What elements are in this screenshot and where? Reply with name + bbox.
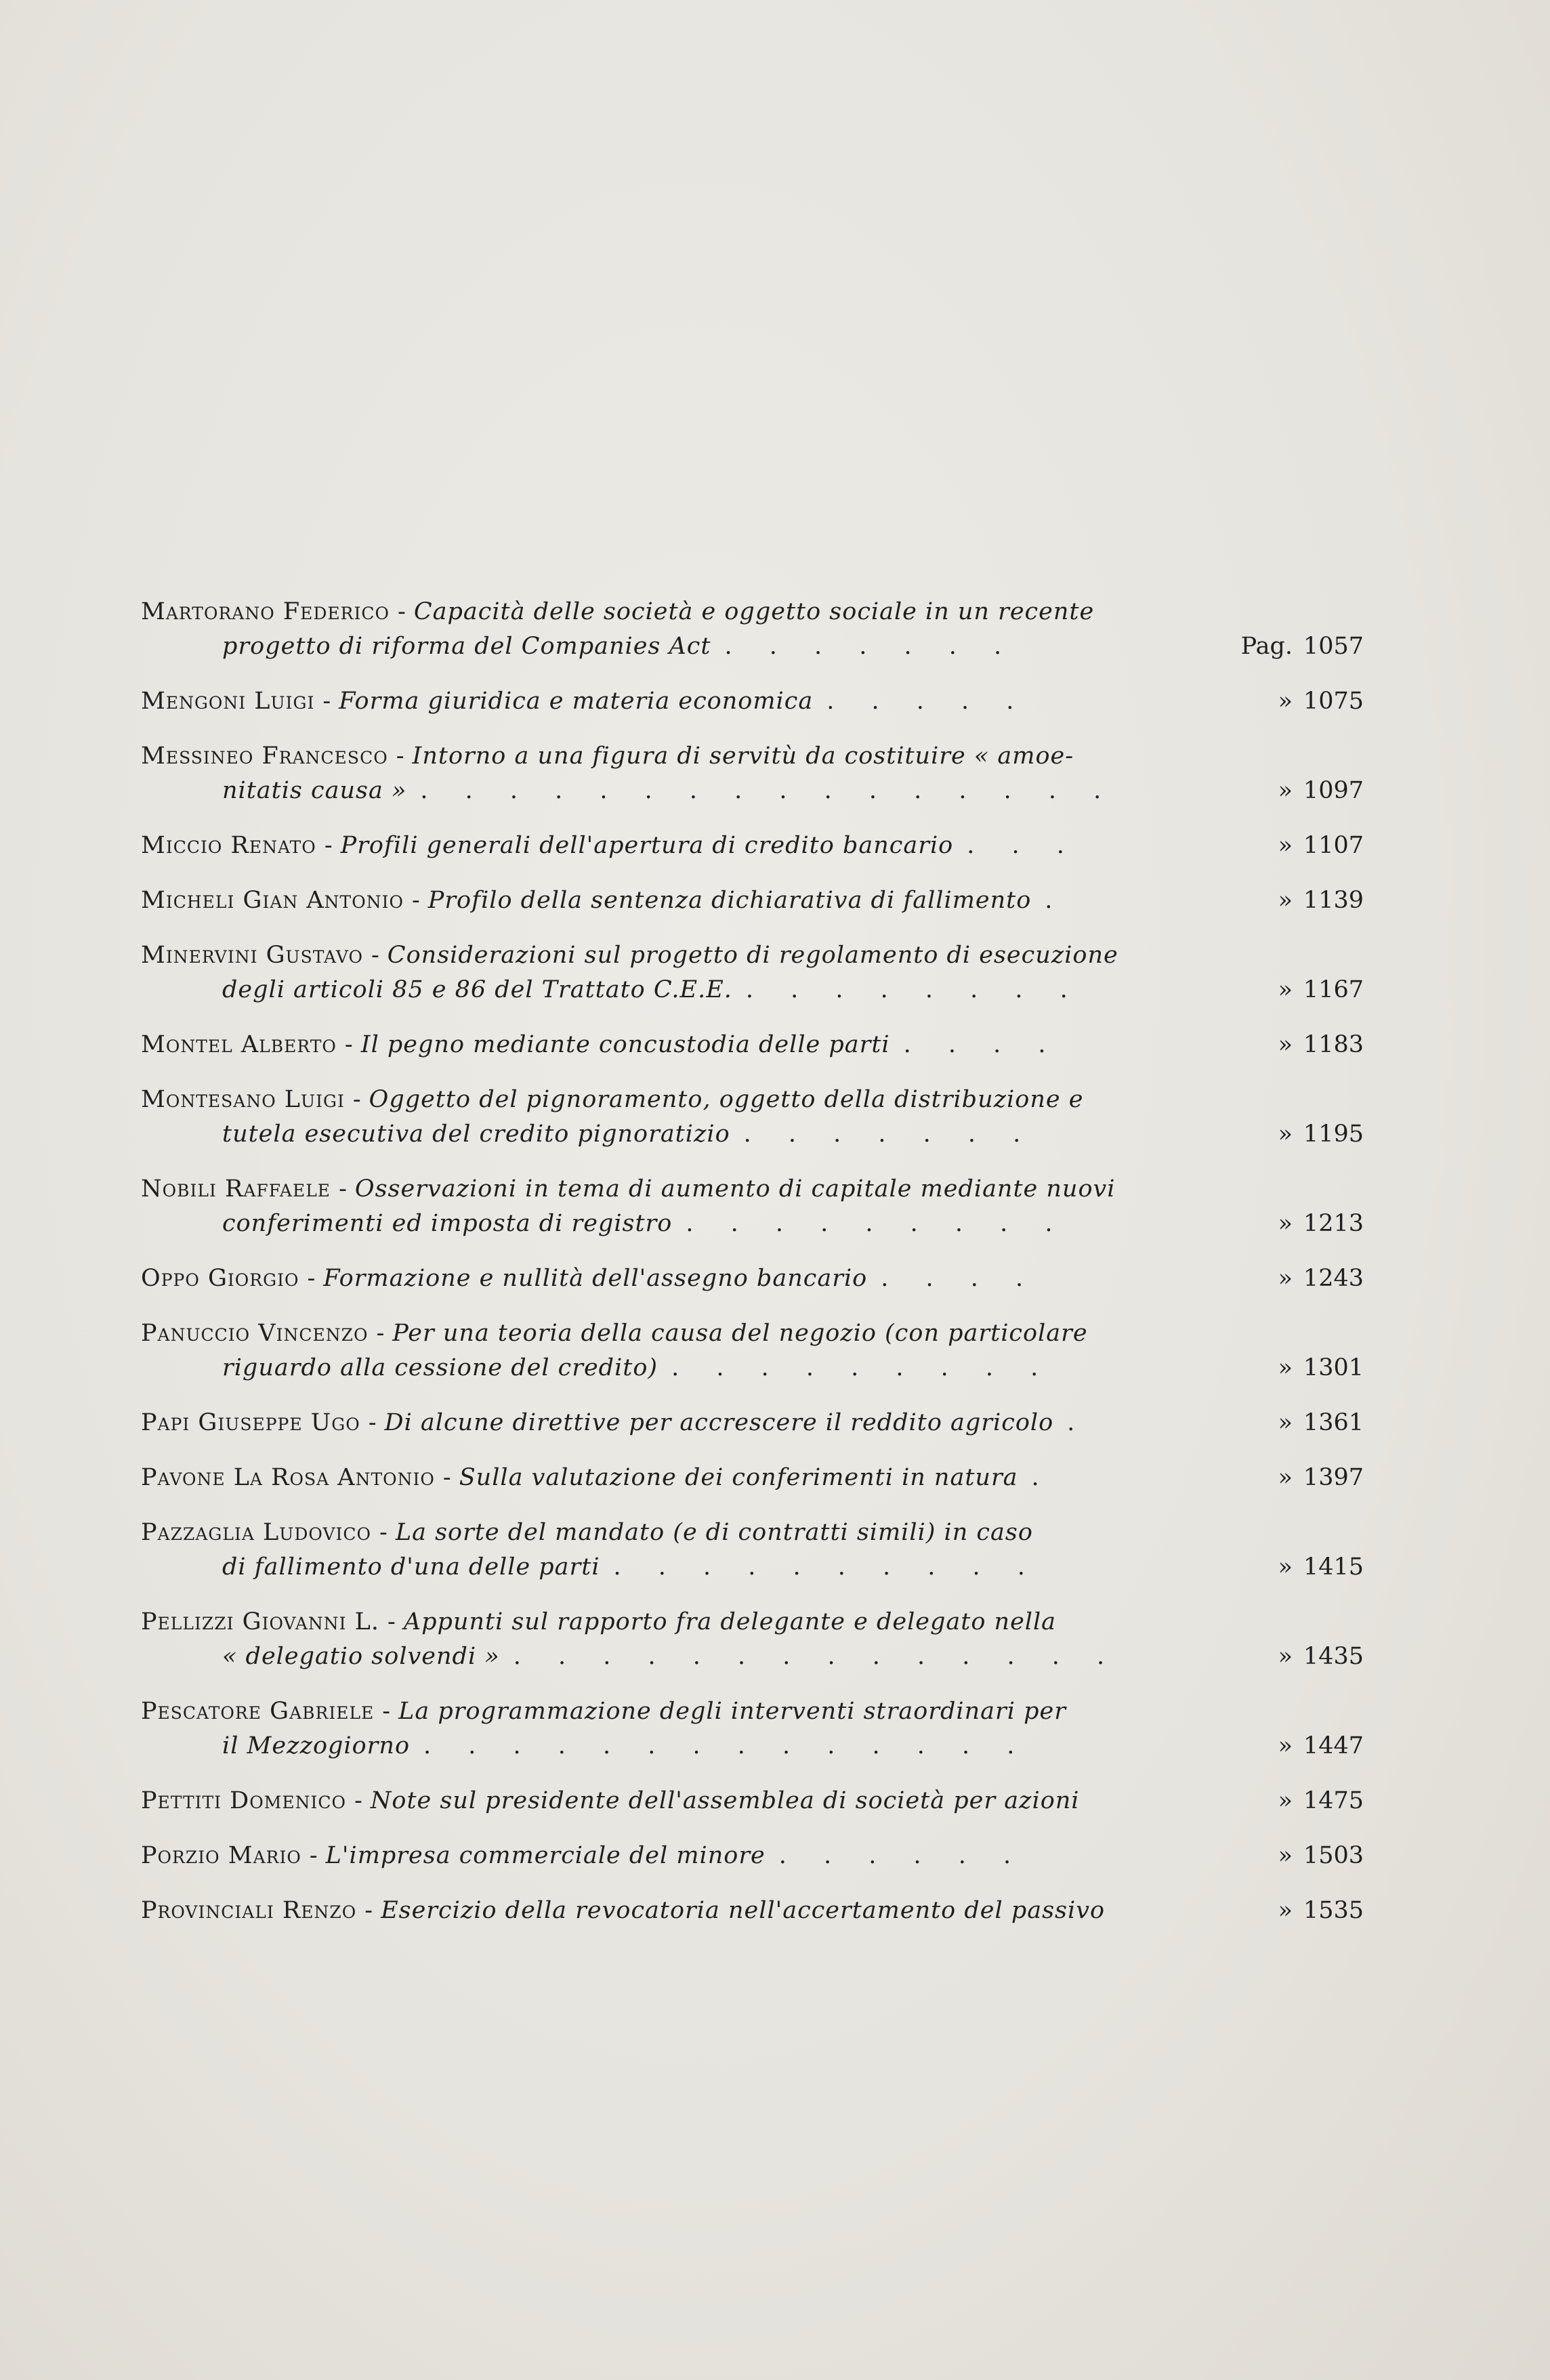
page-marker: »	[1278, 1354, 1293, 1381]
article-title: Formazione e nullità dell'assegno bancario	[323, 1265, 868, 1292]
page-marker: »	[1278, 1210, 1293, 1237]
author-name: Papi Giuseppe Ugo	[141, 1409, 360, 1436]
article-title: degli articoli 85 e 86 del Trattato C.E.E.	[222, 976, 732, 1003]
article-title: L'impresa commerciale del minore	[325, 1842, 766, 1869]
article-title: Forma giuridica e materia economica	[339, 688, 814, 715]
table-of-contents	[141, 595, 1364, 1948]
author-name: Oppo Giorgio	[141, 1265, 299, 1292]
toc-entry-text	[222, 1117, 1035, 1152]
page-number: 1243	[1303, 1265, 1364, 1292]
toc-entry	[141, 595, 1364, 664]
toc-entry	[141, 1172, 1364, 1241]
leader-dots: .	[1045, 887, 1068, 914]
author-name: Pellizzi Giovanni L.	[141, 1608, 380, 1635]
article-title: Esercizio della revocatoria nell'accertamento del passivo	[381, 1897, 1106, 1924]
toc-entry-line	[141, 973, 1364, 1007]
leader-dots: . . . .	[903, 1031, 1061, 1058]
page-marker: »	[1278, 1897, 1293, 1924]
page-marker: »	[1278, 1031, 1293, 1058]
toc-entry-line	[141, 1894, 1364, 1928]
toc-entry	[141, 1516, 1364, 1585]
leader-dots: . . . . . . . . . . . . . .	[423, 1732, 1030, 1759]
toc-entry-line	[141, 1316, 1360, 1351]
page-marker: »	[1278, 887, 1293, 914]
toc-entry-text	[141, 739, 1074, 774]
toc-entry-line	[141, 883, 1364, 918]
toc-entry-line	[141, 1207, 1364, 1241]
toc-entry-text	[141, 1694, 1066, 1729]
author-name: Minervini Gustavo	[141, 942, 363, 969]
toc-entry-text	[141, 595, 1094, 629]
toc-entry-text	[141, 1406, 1089, 1440]
toc-entry-text	[141, 883, 1067, 918]
toc-entry-text	[222, 973, 1083, 1007]
toc-entry-text	[141, 1784, 1080, 1818]
toc-entry-text	[222, 1729, 1029, 1763]
toc-entry-text	[141, 684, 1028, 719]
article-title: il Mezzogiorno	[222, 1732, 411, 1759]
toc-entry-line	[141, 1784, 1364, 1818]
toc-entry-line	[141, 1694, 1360, 1729]
article-title: Considerazioni sul progetto di regolamento di esecuzione	[387, 942, 1118, 969]
author-name: Messineo Francesco	[141, 743, 388, 770]
article-title: Il pegno mediante concustodia delle parti	[360, 1031, 890, 1058]
page-number: 1167	[1303, 976, 1364, 1003]
page-number: 1107	[1303, 832, 1364, 859]
separator: -	[364, 1897, 373, 1924]
toc-entry-line	[141, 1640, 1364, 1674]
toc-entry-line	[141, 1406, 1364, 1440]
toc-entry-text	[141, 1083, 1083, 1117]
page-number: 1397	[1303, 1464, 1364, 1491]
author-name: Porzio Mario	[141, 1842, 301, 1869]
toc-entry-line	[141, 1839, 1364, 1873]
article-title: Profilo della sentenza dichiarativa di fallimento	[427, 887, 1032, 914]
leader-dots: . . .	[967, 832, 1079, 859]
toc-entry-line	[141, 1351, 1364, 1385]
toc-entry	[141, 1694, 1364, 1763]
separator: -	[371, 942, 379, 969]
page-marker: »	[1278, 1732, 1293, 1759]
author-name: Micheli Gian Antonio	[141, 887, 404, 914]
toc-entry-text	[141, 1839, 1026, 1873]
author-name: Pazzaglia Ludovico	[141, 1519, 371, 1546]
toc-entry	[141, 1839, 1364, 1873]
article-title: Profili generali dell'apertura di credito bancario	[340, 832, 954, 859]
toc-entry-text	[141, 1461, 1054, 1495]
page-number: 1361	[1303, 1409, 1364, 1436]
leader-dots: . . . . . .	[778, 1842, 1026, 1869]
article-title: Osservazioni in tema di aumento di capitale mediante nuovi	[354, 1175, 1116, 1203]
page-marker: »	[1278, 1265, 1293, 1292]
toc-entry	[141, 829, 1364, 863]
separator: -	[411, 887, 420, 914]
separator: -	[397, 598, 406, 625]
toc-entry	[141, 883, 1364, 918]
separator: -	[309, 1842, 318, 1869]
page-number: 1475	[1303, 1787, 1364, 1814]
separator: -	[379, 1519, 387, 1546]
toc-entry	[141, 1894, 1364, 1928]
author-name: Nobili Raffaele	[141, 1175, 331, 1203]
author-name: Pettiti Domenico	[141, 1787, 346, 1814]
article-title: Oggetto del pignoramento, oggetto della distribuzione e	[369, 1086, 1084, 1113]
article-title: La sorte del mandato (e di contratti simili) in caso	[395, 1519, 1033, 1546]
toc-entry-line	[141, 938, 1360, 973]
page-number: 1057	[1303, 633, 1364, 660]
article-title: conferimenti ed imposta di registro	[222, 1210, 673, 1237]
toc-entry-line	[141, 739, 1360, 774]
toc-entry-text	[141, 1028, 1061, 1062]
separator: -	[324, 832, 333, 859]
toc-entry-text	[222, 1207, 1068, 1241]
page-number: 1535	[1303, 1897, 1364, 1924]
toc-entry-line	[141, 829, 1364, 863]
toc-entry	[141, 739, 1364, 808]
toc-entry-line	[141, 1172, 1360, 1207]
toc-entry-text	[222, 1550, 1040, 1585]
leader-dots: . . . . . . . .	[745, 976, 1083, 1003]
leader-dots: .	[1031, 1464, 1054, 1491]
page-number: 1503	[1303, 1842, 1364, 1869]
toc-entry	[141, 1406, 1364, 1440]
article-title: progetto di riforma del Companies Act	[222, 633, 711, 660]
page-marker: Pag.	[1240, 633, 1293, 660]
toc-entry-line	[141, 1729, 1364, 1763]
toc-entry-text	[222, 1640, 1119, 1674]
separator: -	[352, 1086, 361, 1113]
page-marker: »	[1278, 1121, 1293, 1148]
toc-entry-text	[141, 1605, 1056, 1640]
toc-entry-line	[141, 1083, 1360, 1117]
page-marker: »	[1278, 1553, 1293, 1581]
toc-entry-line	[141, 1550, 1364, 1585]
author-name: Montel Alberto	[141, 1031, 337, 1058]
separator: -	[307, 1265, 316, 1292]
article-title: Intorno a una figura di servitù da costituire « amoe-	[412, 743, 1074, 770]
author-name: Provinciali Renzo	[141, 1897, 357, 1924]
page-number: 1447	[1303, 1732, 1364, 1759]
toc-entry-line	[141, 1605, 1360, 1640]
article-title: nitatis causa »	[222, 777, 407, 804]
author-name: Pavone La Rosa Antonio	[141, 1464, 435, 1491]
separator: -	[322, 688, 331, 715]
toc-entry-text	[141, 1516, 1033, 1550]
toc-entry-text	[222, 1351, 1053, 1385]
page-marker: »	[1278, 777, 1293, 804]
toc-entry	[141, 1605, 1364, 1674]
toc-entry	[141, 1461, 1364, 1495]
separator: -	[396, 743, 404, 770]
toc-entry-text	[141, 829, 1079, 863]
page-number: 1075	[1303, 688, 1364, 715]
toc-entry-line	[141, 774, 1364, 808]
toc-entry-line	[141, 684, 1364, 719]
leader-dots: . . . . . . .	[724, 633, 1017, 660]
author-name: Martorano Federico	[141, 598, 390, 625]
leader-dots: . . . .	[881, 1265, 1039, 1292]
article-title: tutela esecutiva del credito pignoratizio	[222, 1121, 730, 1148]
leader-dots: . . . . . . . . .	[686, 1210, 1068, 1237]
toc-entry-text	[222, 774, 1116, 808]
article-title: Sulla valutazione dei conferimenti in natura	[459, 1464, 1018, 1491]
leader-dots: . . . . . . . . . . . . . . . .	[420, 777, 1116, 804]
toc-entry-text	[141, 1316, 1088, 1351]
toc-entry	[141, 1028, 1364, 1062]
leader-dots: . . . . . . . . .	[671, 1354, 1053, 1381]
page-number: 1213	[1303, 1210, 1364, 1237]
author-name: Miccio Renato	[141, 832, 316, 859]
toc-entry-line	[141, 1117, 1364, 1152]
toc-entry-line	[141, 1516, 1360, 1550]
separator: -	[382, 1698, 391, 1725]
article-title: Per una teoria della causa del negozio (con particolare	[392, 1320, 1088, 1347]
toc-entry-text	[222, 629, 1016, 664]
separator: -	[339, 1175, 347, 1203]
leader-dots: . . . . .	[826, 688, 1029, 715]
toc-entry	[141, 938, 1364, 1007]
article-title: La programmazione degli interventi straordinari per	[398, 1698, 1066, 1725]
article-title: di fallimento d'una delle parti	[222, 1553, 600, 1581]
toc-entry-line	[141, 1028, 1364, 1062]
separator: -	[354, 1787, 362, 1814]
page-marker: »	[1278, 1464, 1293, 1491]
leader-dots: . . . . . . . . . . . . . .	[513, 1643, 1120, 1670]
separator: -	[376, 1320, 385, 1347]
toc-entry-line	[141, 595, 1360, 629]
page-number: 1097	[1303, 777, 1364, 804]
page-number: 1415	[1303, 1553, 1364, 1581]
page-marker: »	[1278, 976, 1293, 1003]
page-marker: »	[1278, 1409, 1293, 1436]
leader-dots: . . . . . . .	[743, 1121, 1036, 1148]
separator: -	[344, 1031, 353, 1058]
article-title: Appunti sul rapporto fra delegante e delegato nella	[403, 1608, 1057, 1635]
page-number: 1435	[1303, 1643, 1364, 1670]
page-marker: »	[1278, 1842, 1293, 1869]
page-number: 1139	[1303, 887, 1364, 914]
toc-entry-text	[141, 1894, 1105, 1928]
toc-entry	[141, 1261, 1364, 1296]
article-title: « delegatio solvendi »	[222, 1643, 500, 1670]
author-name: Mengoni Luigi	[141, 688, 315, 715]
toc-entry-text	[141, 938, 1118, 973]
toc-entry-text	[141, 1261, 1038, 1296]
page-marker: »	[1278, 832, 1293, 859]
page-number: 1301	[1303, 1354, 1364, 1381]
author-name: Pescatore Gabriele	[141, 1698, 375, 1725]
separator: -	[368, 1409, 377, 1436]
leader-dots: .	[1067, 1409, 1090, 1436]
author-name: Montesano Luigi	[141, 1086, 345, 1113]
separator: -	[387, 1608, 396, 1635]
author-name: Panuccio Vincenzo	[141, 1320, 369, 1347]
article-title: Di alcune direttive per accrescere il reddito agricolo	[384, 1409, 1054, 1436]
toc-entry-text	[141, 1172, 1116, 1207]
toc-entry-line	[141, 1461, 1364, 1495]
page-number: 1183	[1303, 1031, 1364, 1058]
article-title: Note sul presidente dell'assemblea di società per azioni	[370, 1787, 1080, 1814]
separator: -	[442, 1464, 451, 1491]
article-title: riguardo alla cessione del credito)	[222, 1354, 658, 1381]
toc-entry-line	[141, 629, 1364, 664]
page-marker: »	[1278, 1787, 1293, 1814]
toc-entry	[141, 684, 1364, 719]
leader-dots: . . . . . . . . . .	[613, 1553, 1040, 1581]
page-number: 1195	[1303, 1121, 1364, 1148]
article-title: Capacità delle società e oggetto sociale in un recente	[413, 598, 1095, 625]
toc-entry-line	[141, 1261, 1364, 1296]
toc-entry	[141, 1784, 1364, 1818]
toc-entry	[141, 1083, 1364, 1152]
page-marker: »	[1278, 1643, 1293, 1670]
page-marker: »	[1278, 688, 1293, 715]
toc-entry	[141, 1316, 1364, 1385]
